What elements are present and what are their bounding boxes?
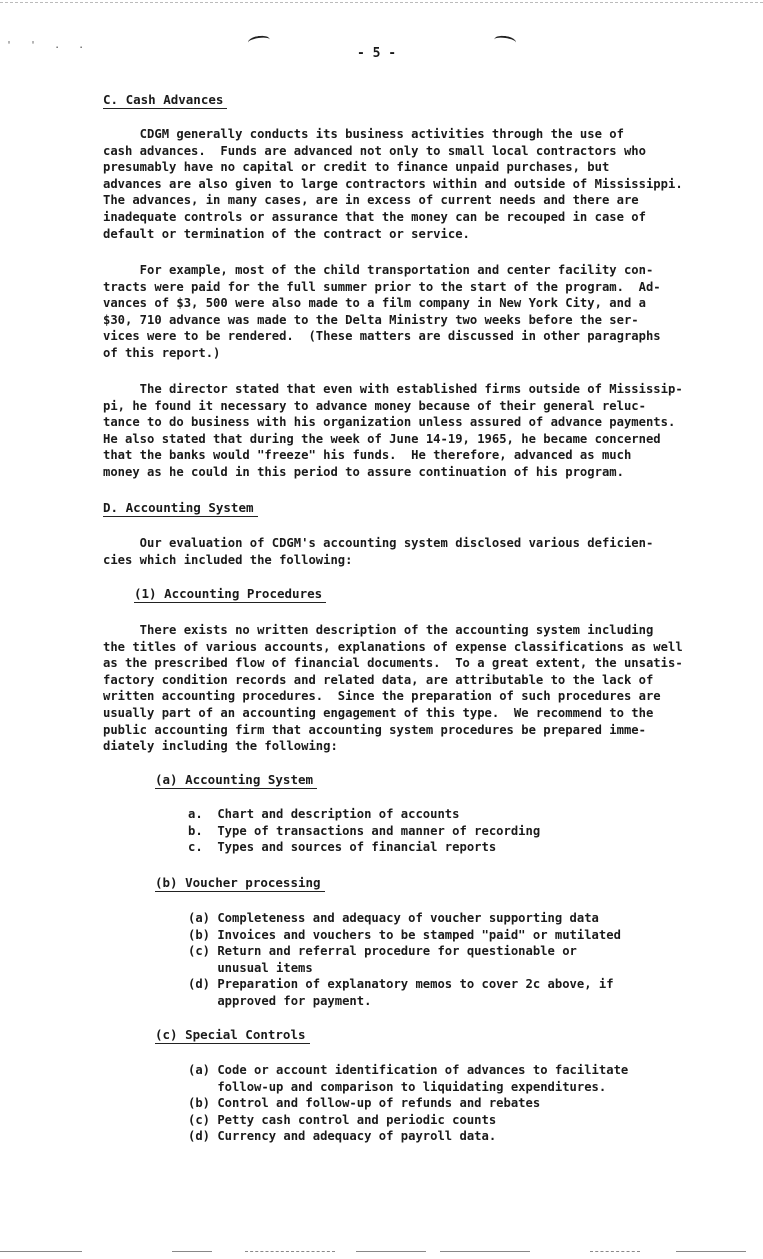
staple-mark-right	[493, 35, 516, 48]
group-b-heading	[155, 875, 325, 890]
bottom-edge-line	[0, 1251, 82, 1252]
section-c-paragraph-1: CDGM generally conducts its business activities through the use of cash advances. Funds are advanced not only to small local contractors who presumably have no capital or credit to finance unpaid purchases, but advances are also given to large contractors within and outside of Mississippi. The advances, in many cases, are in excess of current needs and there are inadequate controls or assurance that the money can be recouped in case of default or termination of the contract or service.	[103, 127, 683, 241]
page-number: - 5 -	[357, 46, 397, 61]
bottom-edge-line	[590, 1251, 640, 1252]
section-d-heading	[103, 500, 258, 515]
group-b-heading-text: (b) Voucher processing	[155, 875, 325, 892]
group-a-heading	[155, 772, 317, 787]
section-c-paragraph-2: For example, most of the child transportation and center facility con- tracts were paid for the full summer prior to the start of the program. Ad- vances of $3, 500 were also made to a film company in New York City, and a $30, 710 advance was made to the Delta Ministry two weeks before the ser- vices were to be rendered. (These matters are discussed in other paragraphs of this report.)	[103, 263, 661, 360]
group-c-heading-text: (c) Special Controls	[155, 1027, 310, 1044]
bottom-edge-line	[245, 1251, 335, 1252]
group-b-items: (a) Completeness and adequacy of voucher supporting data (b) Invoices and vouchers to be stamped "paid" or mutilated (c) Return and referral procedure for questionable or unusual items (d) Preparation of explanatory memos to cover 2c above, if approved for payment.	[188, 911, 621, 1008]
group-a-items: a. Chart and description of accounts b. Type of transactions and manner of recording c. Types and sources of financial reports	[188, 807, 541, 855]
section-c-paragraph-3: The director stated that even with established firms outside of Mississip- pi, he found it necessary to advance money because of their general reluc- tance to do business with his organization unless assured of advance payments. He also stated that during the week of June 14-19, 1965, he became concerned that the banks would "freeze" his funds. He therefore, advanced as much money as he could in this period to assure continuation of his program.	[103, 382, 683, 479]
subsection-1-paragraph: There exists no written description of the accounting system including the titles of various accounts, explanations of expense classifications as well as the prescribed flow of financial documents. To a great extent, the unsatis- factory condition records and related data, are attributable to the lack of written accounting procedures. Since the preparation of such procedures are usually part of an accounting engagement of this type. We recommend to the public accounting firm that accounting system procedures be prepared imme- diately including the following:	[103, 623, 683, 754]
subsection-1-heading-text: (1) Accounting Procedures	[134, 586, 326, 603]
section-c-heading-text: C. Cash Advances	[103, 92, 227, 109]
group-c-heading	[155, 1027, 310, 1042]
staple-mark-left	[247, 35, 270, 48]
group-c-items: (a) Code or account identification of advances to facilitate follow-up and comparison to liquidating expenditures. (b) Control and follow-up of refunds and rebates (c) Petty cash control and periodic counts (d) Currency and adequacy of payroll data.	[188, 1063, 629, 1144]
subsection-1-heading	[134, 586, 326, 601]
scan-specks: ' ' . .	[6, 40, 91, 51]
bottom-edge-line	[440, 1251, 530, 1252]
section-d-heading-text: D. Accounting System	[103, 500, 258, 517]
bottom-edge-line	[172, 1251, 212, 1252]
bottom-edge-line	[356, 1251, 426, 1252]
group-a-heading-text: (a) Accounting System	[155, 772, 317, 789]
section-c-heading	[103, 92, 227, 107]
bottom-edge-line	[676, 1251, 746, 1252]
top-edge-dots	[0, 2, 763, 3]
section-d-intro: Our evaluation of CDGM's accounting system disclosed various deficien- cies which included the following:	[103, 536, 654, 567]
